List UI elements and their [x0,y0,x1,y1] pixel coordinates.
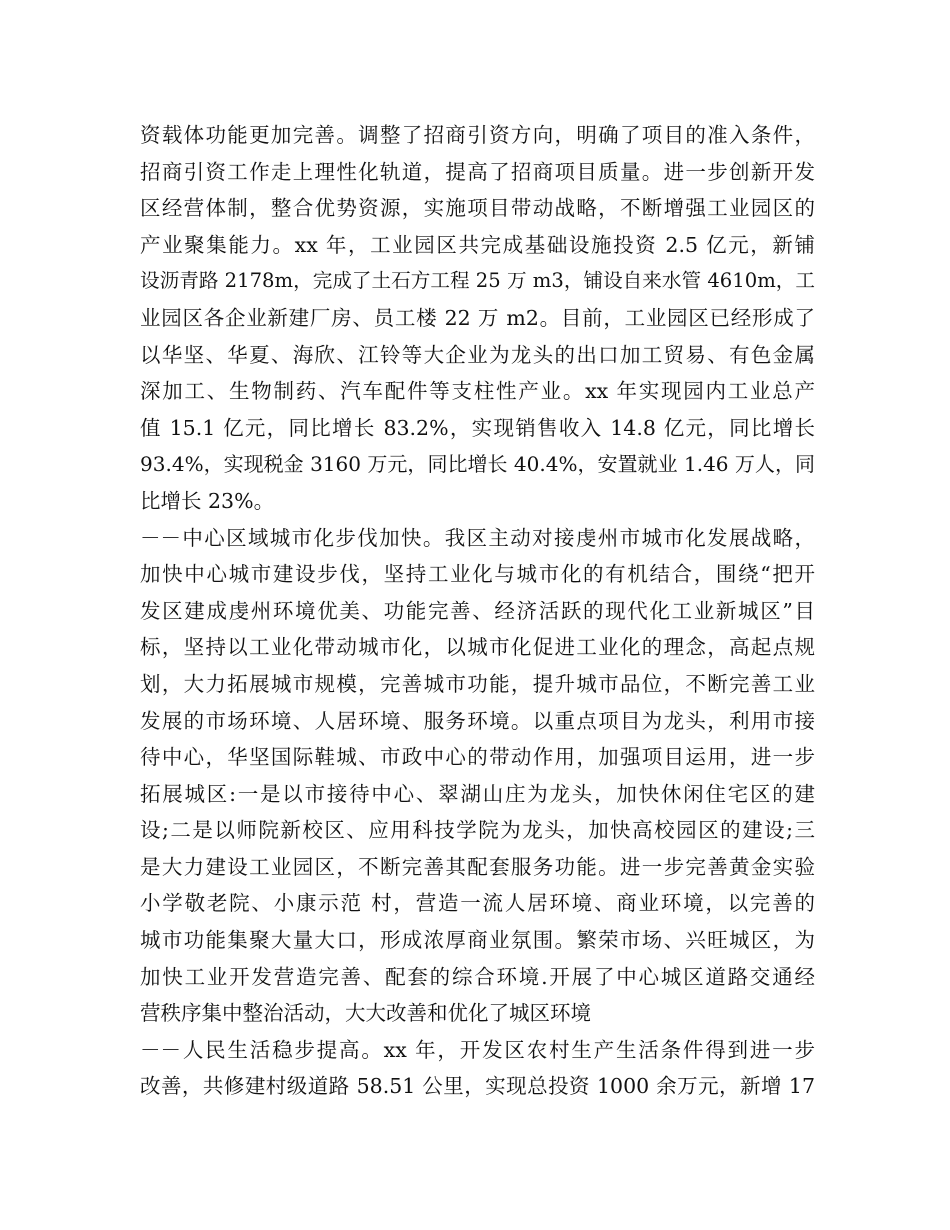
text-line: 小学敬老院、小康示范 村，营造一流人居环境、商业环境，以完善的 [140,891,815,916]
text-line: 发展的市场环境、人居环境、服务环境。以重点项目为龙头，利用市接 [140,708,815,733]
text-line: 待中心，华坚国际鞋城、市政中心的带动作用，加强项目运用，进一步 [140,745,815,770]
text-line: 划，大力拓展城市规模，完善城市功能，提升城市品位，不断完善工业 [140,671,815,696]
text-line: 设沥青路 2178m，完成了土石方工程 25 万 m3，铺设自来水管 4610m，工 [140,269,815,293]
text-line: 拓展城区:一是以市接待中心、翠湖山庄为龙头，加快休闲住宅区的建 [140,781,815,806]
text-line: 城市功能集聚大量大口，形成浓厚商业氛围。繁荣市场、兴旺城区，为 [140,928,815,953]
text-line: －－中心区域城市化步伐加快。我区主动对接虔州市城市化发展战略， [140,525,815,550]
text-line: 以华坚、华夏、海欣、江铃等大企业为龙头的出口加工贸易、有色金属 [140,342,815,367]
text-line: 值 15.1 亿元，同比增长 83.2%，实现销售收入 14.8 亿元，同比增长 [140,415,815,440]
text-line: 产业聚集能力。xx 年，工业园区共完成基础设施投资 2.5 亿元，新铺 [140,232,815,257]
text-line: －－人民生活稳步提高。xx 年，开发区农村生产生活条件得到进一步 [140,1037,815,1062]
text-line: 93.4%，实现税金 3160 万元，同比增长 40.4%，安置就业 1.46 万人，同 [140,452,815,477]
text-line: 区经营体制，整合优势资源，实施项目带动战略，不断增强工业园区的 [140,196,815,221]
text-line: 发区建成虔州环境优美、功能完善、经济活跃的现代化工业新城区”目 [140,598,815,623]
text-line: 业园区各企业新建厂房、员工楼 22 万 m2。目前，工业园区已经形成了 [140,305,815,330]
text-line: 深加工、生物制药、汽车配件等支柱性产业。xx 年实现园内工业总产 [140,379,815,404]
text-line: 设;二是以师院新校区、应用科技学院为龙头，加快高校园区的建设;三 [140,818,815,843]
text-line: 营秩序集中整治活动，大大改善和优化了城区环境 [140,1001,591,1026]
text-line: 是大力建设工业园区，不断完善其配套服务功能。进一步完善黄金实验 [140,854,815,879]
text-line: 资载体功能更加完善。调整了招商引资方向，明确了项目的准入条件， [140,123,815,147]
text-line: 招商引资工作走上理性化轨道，提高了招商项目质量。进一步创新开发 [140,159,815,184]
text-line: 标，坚持以工业化带动城市化，以城市化促进工业化的理念，高起点规 [140,635,815,660]
body-text [140,117,815,1105]
text-line: 改善，共修建村级道路 58.51 公里，实现总投资 1000 余万元，新增 17 [140,1074,815,1099]
text-line: 比增长 23%。 [140,488,275,513]
text-line: 加快工业开发营造完善、配套的综合环境.开展了中心城区道路交通经 [140,964,815,989]
text-line: 加快中心城市建设步伐，坚持工业化与城市化的有机结合，围绕“把开 [140,562,815,587]
